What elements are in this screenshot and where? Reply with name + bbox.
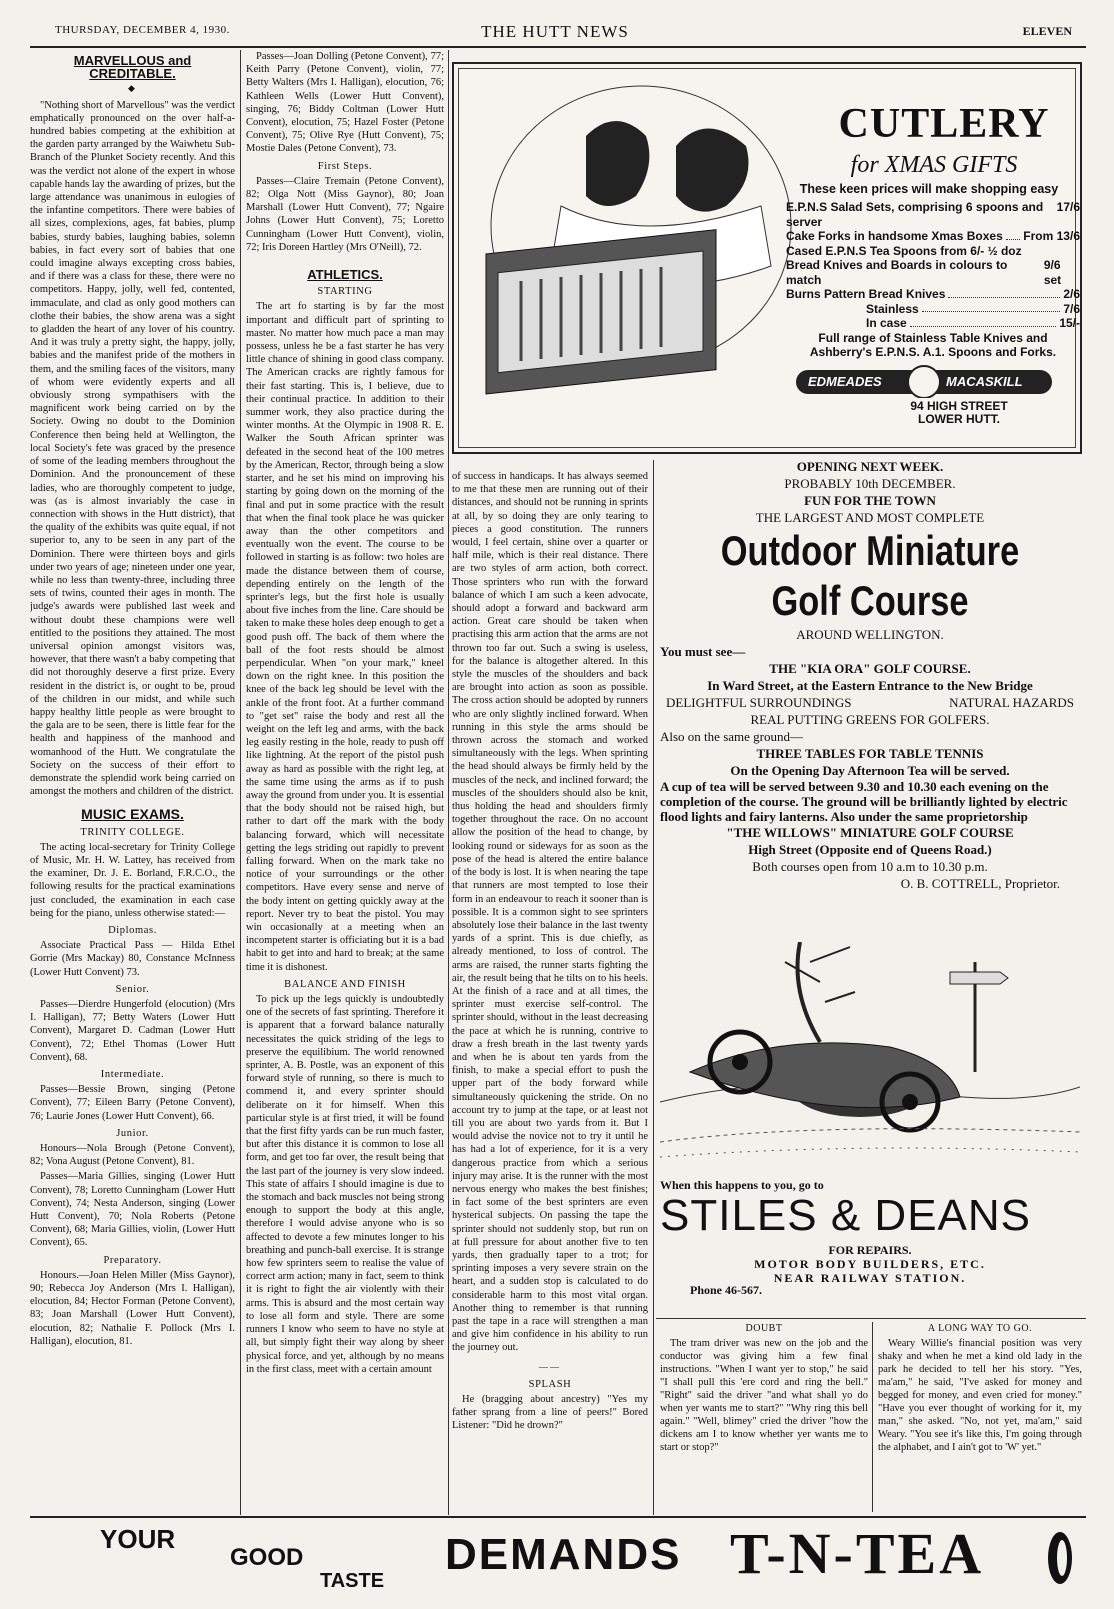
column-rule (872, 1322, 873, 1512)
junior-honours: Honours—Nola Brough (Petone Convent), 82; Vona August (Petone Convent), 81. (30, 1143, 235, 1168)
golf-high-street: High Street (Opposite end of Queens Road.) (748, 842, 992, 857)
junior-heading: Junior. (116, 1127, 149, 1139)
senior-list: Passes—Dierdre Hungerfold (elocution) (Mrs I. Halligan), 77; Betty Waters (Lower Hutt Convent), Margaret D. Cadman (Lower Hutt Convent), 72; Ethel Thomas (Lower Hutt Convent), 68. (30, 999, 235, 1063)
header-rule (30, 46, 1086, 48)
doubt-column (660, 1322, 868, 1455)
ornament-divider: —— (539, 1361, 561, 1372)
crashed-car-illustration (660, 942, 1080, 1172)
full-range-note: Full range of Stainless Table Knives and Ashberry's E.P.N.S. A.1. Spoons and Forks. (809, 330, 1057, 359)
page-number: ELEVEN (1022, 24, 1072, 38)
price-item: In case 15/- (866, 316, 1080, 330)
balance-article: To pick up the legs quickly is undoubtedly one of the secrets of fast sprinting. Therefore it is apparent that a forward balance naturally necessitates the quick striding of the legs to preserve the equilibium. The world renowned sprinter, A. B. Postle, was an exponent of this forward style of running, so there is much to commend it, and every sprinter should deliberate on it for himself. When this particular style is at first tried, it will be found that the first fifty yards can be run much faster, but after this distance it is common to lose all form, and get too far over, the result being that the last part of the journey is very slow indeed. This state of affairs I should imagine is due to the stomach and back muscles not being strong enough to support the body at this angle, therefore I would advise anyone who is so affected to devote a few minutes longer to his breathing and punch-ball exercise. It is strange how few sprinters seem to realise the value of correct arm action; many in fact, seem to think it is right to fight the air violently with their arms. This is absurd and the most certain way to lose all form and style. There are some runners I know who seem to have no style at all, but simply fight their way along by sheer physical force, and yet, although by no means in the first class, meet with a certain amount (246, 994, 444, 1375)
golf-course-advertisement (660, 458, 1080, 928)
golf-must-see: You must see— (660, 644, 746, 659)
golf-willows: "THE WILLOWS" MINIATURE GOLF COURSE (726, 825, 1014, 840)
golf-opening: OPENING NEXT WEEK. (796, 459, 944, 474)
couple-with-cutlery-illustration (466, 76, 796, 446)
tea-leaf-icon (1045, 1530, 1075, 1586)
golf-largest: THE LARGEST AND MOST COMPLETE (755, 510, 985, 525)
edmeades-macaskill-logo: EDMEADES MACASKILL (794, 364, 1054, 398)
cutlery-advertisement (452, 62, 1082, 454)
golf-around: AROUND WELLINGTON. (796, 627, 944, 642)
column-rule (240, 50, 241, 1515)
preparatory-heading: Preparatory. (103, 1254, 162, 1266)
price-item: Stainless 7/6 (866, 301, 1080, 316)
price-item: Burns Pattern Bread Knives 2/6 (786, 287, 1080, 301)
doubt-heading: DOUBT (745, 1323, 783, 1334)
cutlery-price-list (786, 200, 1080, 360)
starting-heading: STARTING (317, 286, 373, 298)
stiles-phone: Phone 46-567. (690, 1283, 762, 1297)
golf-location: In Ward Street, at the Eastern Entrance to the New Bridge (707, 678, 1033, 693)
preparatory-list: Honours.—Joan Helen Miller (Miss Gaynor), 90; Rebecca Joy Anderson (Mrs I. Halligan), elocution, 84; Hector Forman (Petone Convent), 83; Joan Marshall (Lower Hutt Convent), elocution, 82; Nathalie F. Pollock (Mrs I. Halligan), elocution, 81. (30, 1269, 235, 1347)
intermediate-heading: Intermediate. (100, 1069, 165, 1081)
column-1 (30, 50, 235, 1515)
marvellous-article: "Nothing short of Marvellous" was the verdict emphatically pronounced on the over half-a-hundred babies competing at the exhibition at the garden party arranged by the Waiwhetu Sub-Branch of the Plunket Society recently. And this was the verdict not alone of the expert in whose capable hands lay the awarding of prizes, but the large attendance was unanimous in eulogies of the infantine competitors. There were babies of all sizes, complexions, ages, fat babies, plump babies, sturdy babies, laughing babies, solemn babies, in fact every sort of babies that one could imagine always excepting cross babies, and if there was a class for these, there were no competitors. Happy, jolly, well fed, contented, immaculate, and clad as only good mothers can clothe their babies, the show arena was a sight to gladden the heart of any lover of his country. And it was truly a pretty sight, the happy, jolly, babies and the manifest pride of the mothers in them, and the smiling faces of the visitors, many of whom were evidently experts and all obviously strong sympathisers with the magnificent work being carried on by the Society. Owing no doubt to the Dominion Conference then being held at Wellington, the local Society's fete was graced by the presence of some of the leading members throughout the Dominion. And the pronouncement of these ladies, who are thoroughly competent to judge, was (as is almost invariably the case in connection with shows in the Hutt district), that the quality of the exhibits was quite equal, if not superior to, any to be seen in any part of the Dominion. There were thirteen boys and girls under two years of age; nineteen under one year, while no less than twenty-three, including three sets of twins, counted their ages in month. The judge's awards were published last week and without doubt these champions were well entitled to the positions they attained. The most universal opinion amongst visitors was, however, that there wasn't a baby competing that did not thoroughly deserve a first prize. Every resident in the district is, or ought to be, proud of the children in our midst, and while such happy healthy little people as were brought to the gala are to be seen, there is little fear for the health and happiness of the manhood and womanhood of the Hutt. We congratulate the Society on the success of their effort to demonstrate the splendid work being carried on amongst the mothers and children of the district. (30, 99, 235, 798)
balance-heading: BALANCE AND FINISH (284, 978, 406, 990)
long-way-column (878, 1322, 1082, 1455)
tn-tea-banner (30, 1520, 1090, 1600)
newspaper-title: THE HUTT NEWS (481, 22, 629, 41)
stiles-details: FOR REPAIRS. MOTOR BODY BUILDERS, ETC. NEAR RAILWAY STATION. (754, 1243, 986, 1285)
athletics-continued: of success in handicaps. It has always seemed to me that these men are running out of their distances, and should not be running in sprints at all, by so doing they are only tearing to pieces a good constitution. The runners would, I feel certain, shine over a quarter or half mile, which is their real distance. There are two styles of arm action, both correct. Those sprinters who run with the forward balance of which I am such a keen advocate, should adopt a forward and backward arm action. Great care should be taken when practising this arm action that the arms are not thrown too far out. Such a swing is useless, for the balance is altogether altered. In this style the muscles of the shoulders and back are brought into action as soon as possible. The cross action should be adopted by runners who are only slightly inclined forward. When running in this style the arms should be thrown across the stomach and worked simultaneously with the legs. When sprinting the head should always be firmly held by the muscles of the neck, and inclined forward; the muscles of the shoulders should also be knit, thus holding the head and shoulders firmly together throughout the race. On no account allow the position of the head to change, by looking round or sideways for as soon as the pose of the head is altered the entire balance of the body is lost. It is when nearing the tape that runners are most tempted to lose their form in an endeavour to reach it sooner than is possible. It is a common sight to see sprinters absolutely lose their balance in the last twenty yards of a sprint. This is due chiefly, as already mentioned, to loss of control. The arms are raised, the runner starts fighting the air, the result being that he tilts on to his heels. At the finish of a race and at all times, the sprinter must exercise self-control. The sprinter should, without in the least decreasing the pace at which he is running, contrive to draw a fresh breath in the last twenty yards and when he is about ten yards from the finish, to make a special effort to push the upper part of the body forward while simultaneously quickening the stride. On no account try to jump at the tape, or at least not till you are about two yards from it. But I would advise the novice not to try it until he has had a lot of experience, for it is a very dangerous practice from which a serious injury may arise. It is the runner with the most nervous energy who makes the best finishes; in fact some of the best sprinters are even hysterical subjects. On passing the tape the sprinter should not suddenly stop, but run on at full pressure for about another five to ten yards, then gradually taper to a trot; for sprinting imposes a very severe strain on the heart, and a sudden stop is calculated to do considerable harm to this most vital organ. Another thing to remember is that running past the tape in a race will strengthen a man and give him confidence in his ability to run the journey out. (452, 471, 648, 1354)
golf-table-tennis: THREE TABLES FOR TABLE TENNIS (756, 746, 984, 761)
stiles-deans-advertisement (660, 1178, 1080, 1298)
golf-proprietor: O. B. COTTRELL, Proprietor. (900, 876, 1060, 891)
golf-also: Also on the same ground— (660, 729, 803, 744)
column-3 (452, 470, 648, 1515)
cutlery-subtitle: for XMAS GIFTS (850, 152, 1018, 178)
marvellous-headline: MARVELLOUS and CREDITABLE. (73, 53, 192, 82)
doubt-joke: The tram driver was new on the job and the conductor was giving him a few final instructions. "When I want yer to stop," he said "I shall pull this 'ere cord and ring the bell." "Right" said the driver "and what shall yo do when yer wants me to start?" "Why ring this bell again." "Well, blimey" cried the driver "how the dickens am I to know whether yer wants me to start or stop?" (660, 1338, 868, 1453)
senior-heading: Senior. (115, 983, 150, 995)
golf-headline-2: Golf Course (771, 577, 969, 624)
golf-tea-info: A cup of tea will be served between 9.30 and 10.30 each evening on the completion of the course. The ground will be brilliantly lighted by electric flood lights and fairy lanterns. Also under the same proprietorship (660, 779, 1068, 824)
cutlery-address: 94 HIGH STREET LOWER HUTT. (910, 399, 1008, 426)
stiles-lead: When this happens to you, go to (660, 1178, 824, 1192)
athletics-headline: ATHLETICS. (307, 267, 383, 283)
cutlery-title: CUTLERY (838, 101, 1050, 147)
long-way-heading: A LONG WAY TO GO. (927, 1323, 1033, 1334)
banner-demands: DEMANDS (445, 1530, 682, 1579)
banner-good: GOOD (230, 1544, 304, 1571)
splash-joke: He (bragging about ancestry) "Yes my father sprang from a line of peers!" Bored Listener: "Did he drown?" (452, 1394, 648, 1432)
music-intro: The acting local-secretary for Trinity College of Music, Mr. H. W. Lattey, has received from the examiner, Dr. J. E. Borland, F.R.C.O., the following results for the practical examinations just concluded, the examination in each case being for the piano, unless otherwise stated:— (30, 841, 235, 919)
splash-heading: SPLASH (528, 1378, 572, 1390)
golf-features: DELIGHTFUL SURROUNDINGS NATURAL HAZARDS (666, 695, 1074, 710)
first-steps-list: Passes—Claire Tremain (Petone Convent), 82; Olga Nott (Miss Gaynor), 80; Joan Marshall (Lower Hutt Convent), 77; Ngaire Johns (Lower Hutt Convent), 75; Loretto Cunningham (Lower Hutt Convent), violin, 72; Iris Doreen Hartley (Mrs O'Neill), 72. (246, 175, 444, 253)
golf-fun: FUN FOR THE TOWN (804, 493, 936, 508)
banner-rule (30, 1516, 1086, 1518)
banner-your: YOUR (100, 1524, 176, 1554)
column-rule (653, 460, 654, 1515)
golf-date: PROBABLY 10th DECEMBER. (784, 476, 956, 491)
price-item: Cased E.P.N.S Tea Spoons from 6/- ½ doz (786, 243, 1022, 258)
issue-date: THURSDAY, DECEMBER 4, 1930. (55, 24, 230, 36)
page-header (30, 22, 1080, 42)
golf-hours: Both courses open from 10 a.m to 10.30 p.m. (752, 859, 988, 874)
intermediate-list: Passes—Bessie Brown, singing (Petone Convent), 77; Eileen Barry (Petone Convent), 76; Laurie Jones (Lower Hutt Convent), 66. (30, 1084, 235, 1122)
trinity-heading: TRINITY COLLEGE. (80, 826, 185, 838)
price-item: Cake Forks in handsome Xmas Boxes From 13/6 (786, 229, 1080, 243)
ornament-divider: ◆ (128, 83, 137, 94)
price-item: E.P.N.S Salad Sets, comprising 6 spoons and server 17/6 (786, 200, 1080, 229)
cutlery-tagline: These keen prices will make shopping easy (799, 182, 1059, 196)
section-rule (656, 1318, 1086, 1319)
junior-passes: Passes—Maria Gillies, singing (Lower Hutt Convent), 78; Loretto Cunningham (Lower Hutt Convent), 74; Nesta Anderson, singing (Lower Hutt Convent), 70; Nola Roberts (Petone Convent), 68; Maria Gillies, violin, (Lower Hutt Convent), 65. (30, 1171, 235, 1249)
starting-article: The art fo starting is by far the most important and difficult part of sprinting to master. No matter how much pace a man may possess, unless he be a fast starter he has very little chance of shining in good class company. The American cracks are rightly famous for their fast starting. This is, I believe, due to their continual practice. In addition to their summer work, they also practice during the winter months. At the Olympic in 1908 R. E. Walker the South African sprinter was defeated in the second heat of the 100 metres by the American, Rector, through being a slow starter, and he set his mind on improving his starting by going down on the morning of the final and put in some practice with the result that when the final took place he was quicker away than the other competitors and eventually won the event. The course to be followed in starting is as follow: two holes are made the distance between them of course, depending entirely on the length of the sprinter's legs, but the first hole is usually about five inches from the line. Care should be taken to make these holes deep enough to get a good push off. The back of them where the ball of the foot rests should be almost perpendicular. When "on your mark," kneel down on the right knee. In this position the knee of the back leg should be level with the ankle of the front foot. At a further command to "get set" raise the body and rest all the weight on the left leg and arms, with the back leg easily resting in the hole, ready to push off like lightning. At the report of the pistol push away as hard as possible with the right leg, at the same time using the arms as if to push away the ground from under you. It is essential that the body should not be raised high, but rather to dart off the mark with the body balancing forward, which will necessitate getting the legs striding out rapidly to prevent falling forward. When on the mark take no notice of your surroundings or the other competitors. Have every sense and nerve of the body intent on getting quickly away at the report. Never try to beat the pistol. You may win occasionally at a meeting when an incompetent starter is officiating but it is a bad habit to get into and hard to break; at the same time it is dishonest. (246, 301, 444, 973)
music-headline: MUSIC EXAMS. (81, 806, 184, 823)
banner-tn-tea: T-N-TEA (730, 1521, 985, 1586)
golf-headline-1: Outdoor Miniature (720, 527, 1020, 574)
stiles-name: STILES & DEANS (660, 1191, 1032, 1240)
price-item: Bread Knives and Boards in colours to match 9/6 set (786, 258, 1062, 287)
banner-taste: TASTE (320, 1570, 385, 1592)
prep-passes: Passes—Joan Dolling (Petone Convent), 77; Keith Parry (Petone Convent), violin, 77; Betty Walters (Mrs I. Halligan), elocution, 76; Kathleen Wells (Lower Hutt Convent), singing, 76; Biddy Coltman (Lower Hutt Convent), elocution, 75; Hazel Foster (Petone Convent), 75; Olive Rye (Hutt Convent), 75; Mostie Dales (Petone Convent), 73. (246, 51, 444, 155)
golf-kia-ora: THE "KIA ORA" GOLF COURSE. (769, 661, 971, 676)
diplomas-heading: Diplomas. (108, 925, 157, 936)
first-steps-heading: First Steps. (317, 160, 373, 172)
long-way-joke: Weary Willie's financial position was very shaky and when he met a kind old lady in the park he decided to tell her his story. "Yes, ma'am," he said, "I've asked for money and begged for money, and even cried for money." "Have you ever thought of working for it, my man," she asked. "No, not yet, ma'am," said Weary. "You see it's like this, I'm going through the alphabet, and I ain't got to 'W' yet." (878, 1338, 1082, 1453)
golf-greens: REAL PUTTING GREENS FOR GOLFERS. (750, 712, 990, 727)
diplomas-list: Associate Practical Pass — Hilda Ethel Gorrie (Mrs Mackay) 80, Constance McInness (Lower Hutt Convent) 73. (30, 940, 235, 978)
golf-afternoon-tea: On the Opening Day Afternoon Tea will be served. (730, 763, 1010, 778)
column-rule (448, 50, 449, 1515)
column-2 (246, 50, 444, 1515)
